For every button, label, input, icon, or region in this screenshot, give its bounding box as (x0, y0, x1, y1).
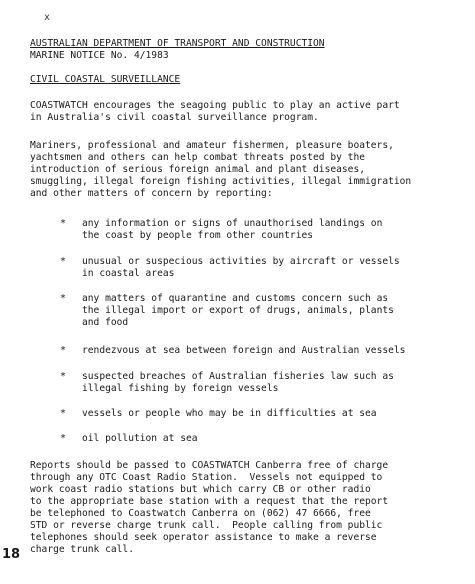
page-number: 18 (2, 547, 21, 562)
bullet-marker: * (60, 433, 67, 444)
bullet-marker: * (60, 256, 67, 267)
section-title: CIVIL COASTAL SURVEILLANCE (30, 74, 181, 85)
list-item: oil pollution at sea (82, 433, 198, 444)
stray-mark: x (44, 12, 51, 23)
marine-notice-number: MARINE NOTICE No. 4/1983 (30, 50, 169, 61)
list-item: any information or signs of unauthorised landings on the coast by people from other countries (82, 218, 383, 241)
list-item: vessels or people who may be in difficulties at sea (82, 408, 377, 419)
list-item: unusual or suspecious activities by aircraft or vessels in coastal areas (82, 256, 400, 279)
list-item: any matters of quarantine and customs concern such as the illegal import or export of drugs, animals, plants and food (82, 293, 394, 328)
list-item: suspected breaches of Australian fisheries law such as illegal fishing by foreign vessels (82, 371, 394, 394)
department-heading: AUSTRALIAN DEPARTMENT OF TRANSPORT AND CONSTRUCTION (30, 38, 325, 49)
list-item: rendezvous at sea between foreign and Australian vessels (82, 345, 406, 356)
bullet-marker: * (60, 371, 67, 382)
closing-paragraph: Reports should be passed to COASTWATCH Canberra free of charge through any OTC Coast Radio Station. Vessels not equipped to work coast radio stations but which carry CB or other radio to the appropriate base station with a request that the report be telephoned to Coastwatch Canberra on (062) 47 6666, free STD or reverse charge trunk call. People calling from public telephones should seek operator assistance to make a reverse charge trunk call. (30, 460, 389, 555)
bullet-marker: * (60, 218, 67, 229)
bullet-marker: * (60, 345, 67, 356)
bullet-marker: * (60, 293, 67, 304)
intro-paragraph: COASTWATCH encourages the seagoing public to play an active part in Australia's civil coastal surveillance program. (30, 100, 400, 123)
bullet-marker: * (60, 408, 67, 419)
reporting-paragraph: Mariners, professional and amateur fishermen, pleasure boaters, yachtsmen and others can help combat threats posted by the introduction of serious foreign animal and plant diseases, smuggling, illegal foreign fishing activities, illegal immigration and other matters of concern by reporting: (30, 140, 412, 199)
